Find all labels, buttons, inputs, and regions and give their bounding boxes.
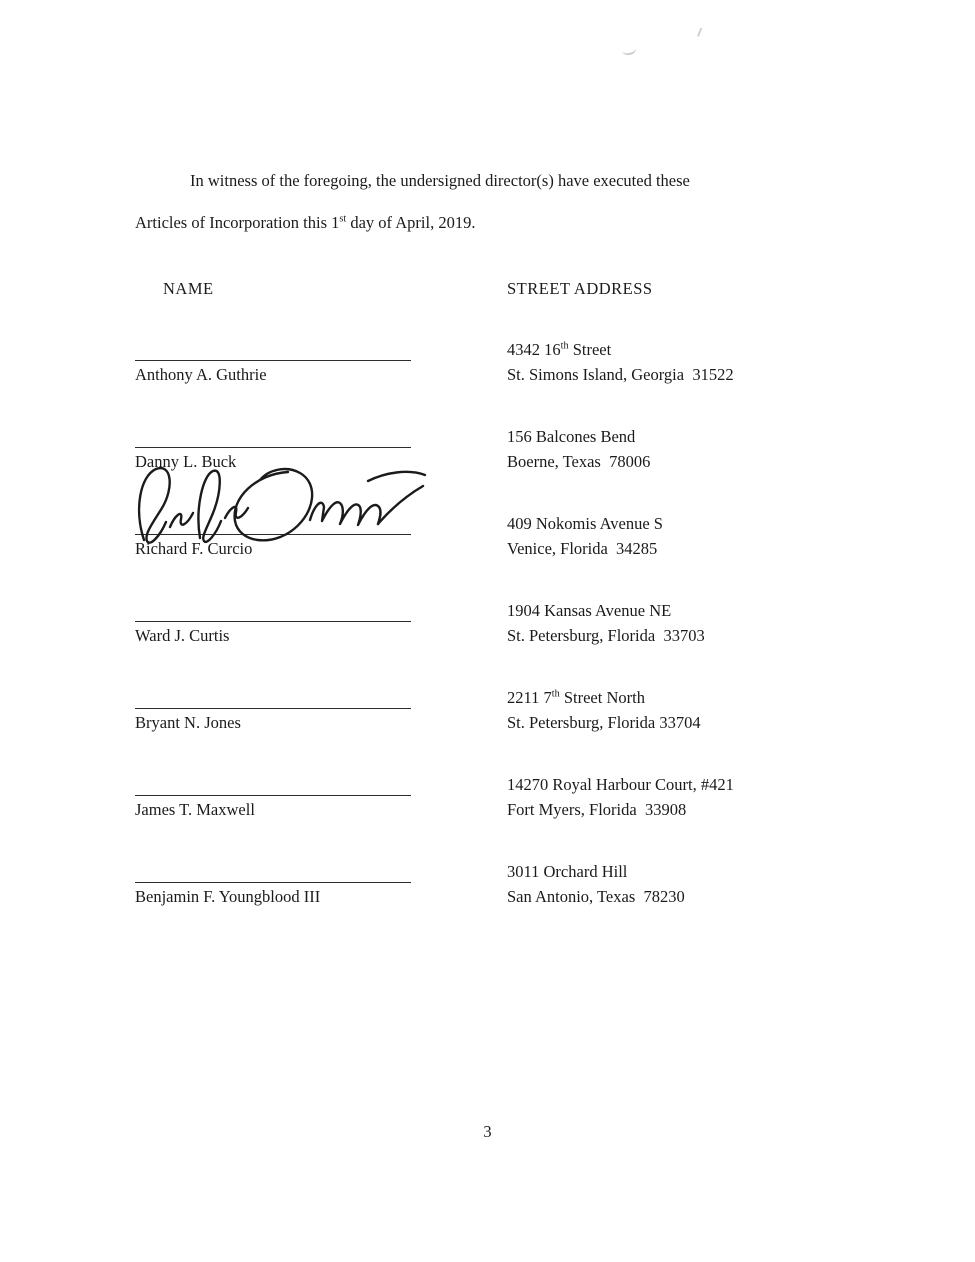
address-text: 14270 Royal Harbour Court, #421 xyxy=(507,775,734,794)
street-address-line1 xyxy=(507,601,671,621)
address-text: 156 Balcones Bend xyxy=(507,427,636,446)
address-text: 1904 Kansas Avenue NE xyxy=(507,601,672,620)
name-column-header: NAME xyxy=(163,279,214,298)
intro-line2-text-cont: day of April, 2019. xyxy=(346,213,476,232)
signatory-entry xyxy=(135,340,875,410)
street-address-line1 xyxy=(507,688,645,708)
address-text: 4342 16 xyxy=(507,340,561,359)
signature-line xyxy=(135,360,411,361)
street-address-line2: St. Petersburg, Florida 33703 xyxy=(507,626,705,645)
street-address-line1 xyxy=(507,427,635,447)
street-address-line1 xyxy=(507,514,663,534)
street-address-line2: St. Petersburg, Florida 33704 xyxy=(507,713,701,732)
signature-line xyxy=(135,795,411,796)
signature-line xyxy=(135,621,411,622)
intro-line2-text: Articles of Incorporation this 1 xyxy=(135,213,340,232)
street-address-line1 xyxy=(507,775,734,795)
signatory-name: Benjamin F. Youngblood III xyxy=(135,887,321,906)
address-text: 409 Nokomis Avenue S xyxy=(507,514,663,533)
address-text-cont: Street xyxy=(568,340,612,359)
signatory-name: Anthony A. Guthrie xyxy=(135,365,267,384)
ordinal-superscript: th xyxy=(551,688,560,700)
street-address-line2: Boerne, Texas 78006 xyxy=(507,452,651,471)
signatory-entry xyxy=(135,862,875,932)
handwritten-signature xyxy=(128,448,428,553)
address-column-header: STREET ADDRESS xyxy=(507,279,653,298)
signature-line xyxy=(135,882,411,883)
signatory-name: Bryant N. Jones xyxy=(135,713,241,732)
address-text: 3011 Orchard Hill xyxy=(507,862,628,881)
signatory-name: James T. Maxwell xyxy=(135,800,255,819)
signatory-name: Ward J. Curtis xyxy=(135,626,230,645)
ordinal-superscript: th xyxy=(560,340,569,352)
address-text: 2211 7 xyxy=(507,688,552,707)
page-number: 3 xyxy=(483,1122,492,1141)
intro-paragraph-line2 xyxy=(135,213,475,233)
signatory-name: Danny L. Buck xyxy=(135,452,237,471)
signatory-entry xyxy=(135,688,875,758)
signatory-name: Richard F. Curcio xyxy=(135,539,253,558)
street-address-line2: San Antonio, Texas 78230 xyxy=(507,887,685,906)
street-address-line2: St. Simons Island, Georgia 31522 xyxy=(507,365,734,384)
scan-artifact xyxy=(689,24,703,36)
street-address-line1 xyxy=(507,862,627,882)
street-address-line1 xyxy=(507,340,611,360)
address-text-cont: Street North xyxy=(559,688,645,707)
street-address-line2: Fort Myers, Florida 33908 xyxy=(507,800,687,819)
scan-artifact xyxy=(621,43,637,57)
street-address-line2: Venice, Florida 34285 xyxy=(507,539,658,558)
ordinal-superscript: st xyxy=(339,213,347,225)
signatory-entry xyxy=(135,601,875,671)
intro-paragraph-line1: In witness of the foregoing, the undersigned director(s) have executed these xyxy=(190,171,690,190)
signature-line xyxy=(135,708,411,709)
signatory-entry xyxy=(135,775,875,845)
